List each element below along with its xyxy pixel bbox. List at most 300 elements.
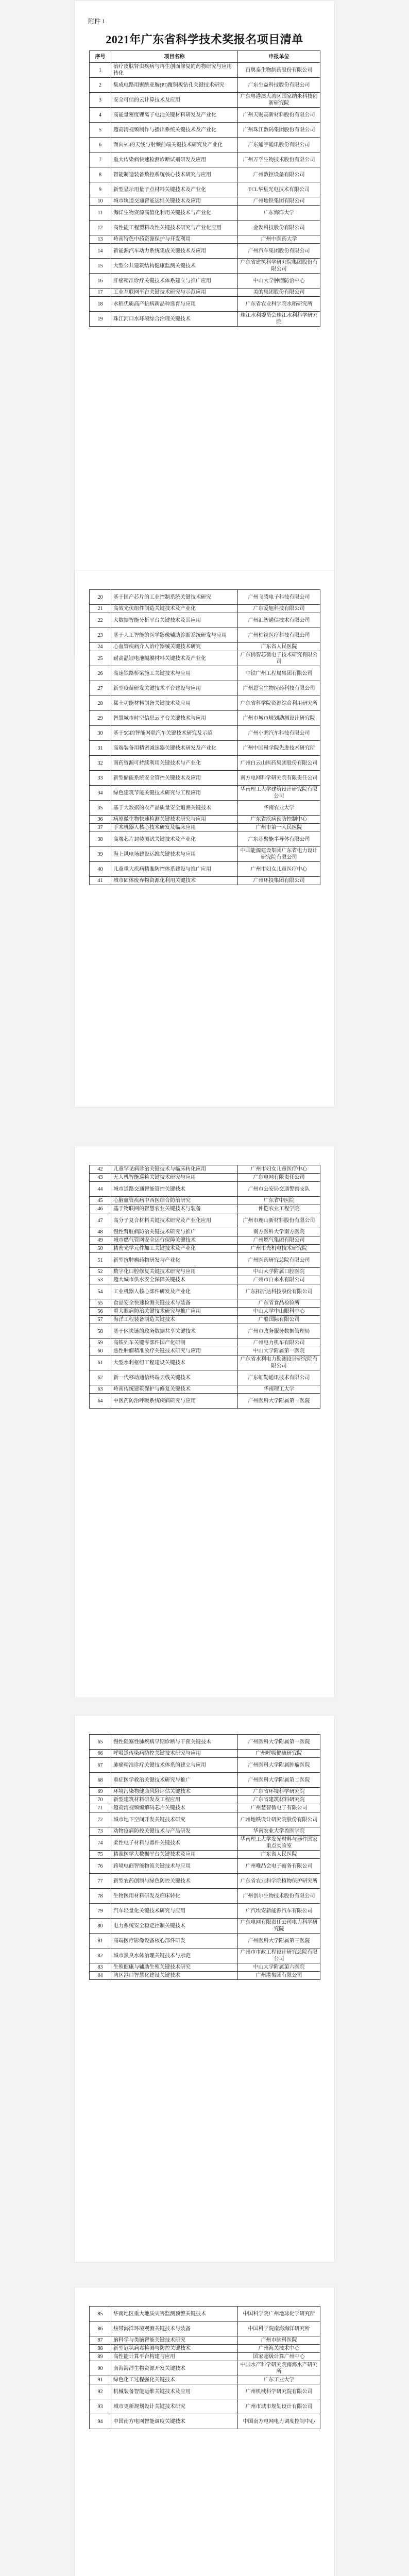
table-row (90, 235, 320, 244)
applicant-org: 广东省食品检验所 (238, 1299, 320, 1308)
project-name: 生殖健康与辅助生殖关键技术研究 (111, 1963, 238, 1972)
table-row (90, 2361, 320, 2376)
applicant-org: 广东省人民医院 (238, 643, 320, 651)
applicant-org: 广州慧智微电子有限公司 (238, 1804, 320, 1812)
row-number: 93 (90, 2399, 111, 2414)
row-number: 88 (90, 2345, 111, 2353)
table-row (90, 182, 320, 197)
applicant-org: 中山大学附属第六医院 (238, 1963, 320, 1972)
table-row (90, 63, 320, 78)
table-row (90, 1370, 320, 1385)
project-name: 集成电路用聚酰亚胺(PI)覆铜板钻孔关键技术研究 (111, 78, 238, 93)
project-name: 安全可信的云计算技术及应用 (111, 93, 238, 108)
applicant-org: 广东虹勤通讯技术有限公司 (238, 1370, 320, 1385)
project-table-4 (89, 1734, 320, 1980)
row-number: 89 (90, 2353, 111, 2361)
table-row (90, 1788, 320, 1796)
row-number: 28 (90, 696, 111, 711)
table-row (90, 1299, 320, 1308)
table-row (90, 1355, 320, 1370)
project-name: 稀土功能材料制备关键技术及应用 (111, 696, 238, 711)
applicant-org: 中国科学院南海海洋研究所 (238, 2321, 320, 2336)
table-row (90, 1253, 320, 1268)
applicant-org: 广州珠江数码集团股份有限公司 (238, 123, 320, 138)
applicant-org: 广东省人民医院 (238, 1851, 320, 1859)
applicant-org: 中山大学附属口腔医院 (238, 1268, 320, 1276)
project-name: 高端医疗影像设备核心部件研发 (111, 1934, 238, 1948)
table-row (90, 1308, 320, 1316)
row-number: 37 (90, 824, 111, 832)
row-number: 90 (90, 2361, 111, 2376)
table-row (90, 1963, 320, 1972)
applicant-org: 广州市政务服务数据管理局 (238, 1324, 320, 1339)
row-number: 47 (90, 1213, 111, 1228)
table-row (90, 824, 320, 832)
project-name: 新能源汽车动力系统集成关键技术及应用 (111, 244, 238, 259)
row-number: 70 (90, 1796, 111, 1804)
applicant-org: 广州环投集团有限公司 (238, 877, 320, 885)
table-row (90, 2414, 320, 2429)
project-name: 心脑血管疾病中西医结合防治研究 (111, 1197, 238, 1205)
table-row (90, 2353, 320, 2361)
applicant-org: 广汽埃安新能源汽车有限公司 (238, 1904, 320, 1919)
project-name: 中国南方电网智能调度关键技术 (111, 2414, 238, 2429)
table-row (90, 1750, 320, 1758)
project-name: 海洋生物资源高值化利用关键技术与产业化 (111, 206, 238, 221)
project-name: 重大传染病快速检测诊断试剂研发及应用 (111, 152, 238, 167)
row-number: 67 (90, 1758, 111, 1773)
applicant-org: 广州天赐高新材料股份有限公司 (238, 108, 320, 123)
applicant-org: 广东工业大学 (238, 2376, 320, 2384)
project-name: 高效光伏组件制造关键技术及产业化 (111, 605, 238, 613)
table-row (90, 274, 320, 289)
applicant-org: 金发科技股份有限公司 (238, 221, 320, 235)
row-number: 2 (90, 78, 111, 93)
row-number: 50 (90, 1245, 111, 1253)
project-name: 高能量密度锂离子电池关键材料研发及产业化 (111, 108, 238, 123)
applicant-org: 广州港集团有限公司 (238, 1972, 320, 1980)
applicant-org: 广东海洋大学 (238, 206, 320, 221)
row-number: 79 (90, 1904, 111, 1919)
applicant-org: 广东省农业科学院水稻研究所 (238, 297, 320, 312)
row-number: 66 (90, 1750, 111, 1758)
table-row (90, 2384, 320, 2399)
row-number: 71 (90, 1804, 111, 1812)
project-table-5 (89, 2306, 320, 2429)
applicant-org: 华南农业大学兽医学院 (238, 1827, 320, 1836)
applicant-org: 广东省农业科学院植物保护研究所 (238, 1874, 320, 1889)
row-number: 81 (90, 1934, 111, 1948)
row-number: 9 (90, 182, 111, 197)
applicant-org: 广州白云山医药集团股份有限公司 (238, 756, 320, 771)
applicant-org: 华南理工大学发光材料与器件国家重点实验室 (238, 1836, 320, 1851)
row-number: 75 (90, 1851, 111, 1859)
table-row (90, 696, 320, 711)
table-row (90, 221, 320, 235)
row-number: 49 (90, 1236, 111, 1245)
project-name: 中医药防治呼吸系统疾病研究与应用 (111, 1394, 238, 1409)
table-row (90, 1205, 320, 1213)
applicant-org: 广州市城市规划勘测设计研究院 (238, 711, 320, 726)
table-row (90, 1948, 320, 1963)
row-number: 31 (90, 741, 111, 756)
applicant-org: 广州医科大学附属第三医院 (238, 1934, 320, 1948)
table-row (90, 152, 320, 167)
applicant-org: 中山大学中山眼科中心 (238, 1308, 320, 1316)
row-number: 77 (90, 1874, 111, 1889)
table-row (90, 1904, 320, 1919)
project-name: 治疗皮肤肾虫疾病与再生创面修复的药物研究与应用转化 (111, 63, 238, 78)
row-number: 44 (90, 1182, 111, 1197)
row-number: 25 (90, 651, 111, 666)
applicant-org: 国家超级计算广州中心 (238, 2353, 320, 2361)
project-name: 高端芯片封装测试关键技术及产业化 (111, 832, 238, 847)
table-row (90, 1165, 320, 1174)
project-name: 智能制造装备数控系统核心技术研究与应用 (111, 167, 238, 182)
table-row (90, 1836, 320, 1851)
project-name: 基于区块链的政务数据共享关键技术 (111, 1324, 238, 1339)
document-title: 2021年广东省科学技术奖报名项目清单 (106, 33, 303, 46)
table-row (90, 1889, 320, 1904)
project-name: 汽车轻量化关键技术研究与应用 (111, 1904, 238, 1919)
table-row (90, 1228, 320, 1236)
row-number: 35 (90, 801, 111, 816)
row-number: 19 (90, 312, 111, 327)
table-row (90, 206, 320, 221)
project-name: 手术机器人核心技术研发及临床应用 (111, 824, 238, 832)
document-page-3 (75, 1146, 334, 1698)
table-row (90, 78, 320, 93)
table-row (90, 1804, 320, 1812)
applicant-org: 广州汽车集团股份有限公司 (238, 244, 320, 259)
project-name: 海洋工程装备制造关键技术 (111, 1316, 238, 1324)
applicant-org: 华南理工大学建筑设计研究院有限公司 (238, 786, 320, 801)
project-name: 超高清视频编解码芯片关键技术 (111, 1804, 238, 1812)
applicant-org: 南方电网科学研究院有限责任公司 (238, 771, 320, 786)
project-name: 城市燃气管网安全运行保障关键技术 (111, 1236, 238, 1245)
table-row (90, 197, 320, 206)
applicant-org: 百奥泰生物制药股份有限公司 (238, 63, 320, 78)
row-number: 38 (90, 832, 111, 847)
project-name: 大型公共建筑结构健康监测关键技术 (111, 259, 238, 274)
applicant-org: 广东芯聚能半导体有限公司 (238, 832, 320, 847)
table-row (90, 1276, 320, 1284)
applicant-org: 广东省科学院资源综合利用研究所 (238, 696, 320, 711)
project-name: 高分子复合材料关键技术研究及产业化应用 (111, 1213, 238, 1228)
row-number: 65 (90, 1735, 111, 1750)
project-name: 城市地下空间开发关键技术研究 (111, 1812, 238, 1827)
applicant-org: 广东省中医院 (238, 1197, 320, 1205)
project-name: 无人机智能巡检关键技术研究与应用 (111, 1174, 238, 1182)
table-row (90, 1796, 320, 1804)
project-name: 湾区港口智慧化建设关键技术 (111, 1972, 238, 1980)
row-number: 27 (90, 681, 111, 696)
project-name: 水稻优质高产抗病新品种选育与应用 (111, 297, 238, 312)
row-number: 60 (90, 1347, 111, 1355)
row-number: 61 (90, 1355, 111, 1370)
row-number: 92 (90, 2384, 111, 2399)
table-row (90, 167, 320, 182)
applicant-org: 广州市第一人民医院 (238, 824, 320, 832)
row-number: 30 (90, 726, 111, 741)
applicant-org: 广州中医药大学 (238, 235, 320, 244)
column-header: 序号 (90, 51, 111, 63)
applicant-org: 广州市自来水有限公司 (238, 1276, 320, 1284)
applicant-org: 广州市光机电技术研究院 (238, 1245, 320, 1253)
applicant-org: 广东粤港澳大湾区国家纳米科技创新研究院 (238, 93, 320, 108)
table-row (90, 1812, 320, 1827)
table-row (90, 108, 320, 123)
project-name: 城市黑臭水体治理关键技术与示范 (111, 1948, 238, 1963)
project-name: 新型抗肿瘤药物研发与产业化 (111, 1253, 238, 1268)
row-number: 73 (90, 1827, 111, 1836)
project-name: 新型显示用量子点材料关键技术及产业化 (111, 182, 238, 197)
row-number: 82 (90, 1948, 111, 1963)
table-row (90, 1874, 320, 1889)
row-number: 78 (90, 1889, 111, 1904)
row-number: 62 (90, 1370, 111, 1385)
project-name: 新型农药创制与绿色防控关键技术 (111, 1874, 238, 1889)
applicant-org: 广东省环境科学研究院 (238, 1788, 320, 1796)
applicant-org: 广州地铁集团有限公司 (238, 197, 320, 206)
applicant-org: 中铁广州工程局集团有限公司 (238, 666, 320, 681)
applicant-org: 广州市妇女儿童医疗中心 (238, 862, 320, 877)
project-name: 慢性肾脏病防治关键技术研究与推广 (111, 1228, 238, 1236)
table-header-row (90, 51, 320, 63)
row-number: 26 (90, 666, 111, 681)
project-name: 城市更新规划设计关键技术研究 (111, 2399, 238, 2414)
project-name: 基于物联网的智慧农业关键技术与装备 (111, 1205, 238, 1213)
project-name: 岭南传统建筑保护与修复关键技术 (111, 1385, 238, 1394)
row-number: 74 (90, 1836, 111, 1851)
project-name: 基于国产芯片的工业控制系统关键技术研究 (111, 590, 238, 605)
table-row (90, 312, 320, 327)
applicant-org: 广州医科大学附属肿瘤医院 (238, 1758, 320, 1773)
row-number: 13 (90, 235, 111, 244)
row-number: 4 (90, 108, 111, 123)
project-name: 环境污染物健康风险评估关键技术 (111, 1788, 238, 1796)
row-number: 91 (90, 2376, 111, 2384)
table-row (90, 771, 320, 786)
table-row (90, 123, 320, 138)
table-row (90, 847, 320, 862)
applicant-org: 广州柏视医疗科技有限公司 (238, 628, 320, 643)
table-row (90, 666, 320, 681)
table-row (90, 2321, 320, 2336)
row-number: 34 (90, 786, 111, 801)
table-row (90, 590, 320, 605)
applicant-org: 广州创尔生物技术股份有限公司 (238, 1889, 320, 1904)
table-row (90, 1174, 320, 1182)
applicant-org: 广东通宇通讯股份有限公司 (238, 138, 320, 152)
applicant-org: 广州海关技术中心 (238, 2345, 320, 2353)
table-row (90, 1773, 320, 1788)
applicant-org: 广州燃气集团有限公司 (238, 1236, 320, 1245)
row-number: 6 (90, 138, 111, 152)
project-name: 高性能工程塑料改性关键技术研究与产业化应用 (111, 221, 238, 235)
row-number: 39 (90, 847, 111, 862)
table-row (90, 1324, 320, 1339)
table-row (90, 711, 320, 726)
table-row (90, 1197, 320, 1205)
row-number: 5 (90, 123, 111, 138)
table-row (90, 1859, 320, 1874)
table-row (90, 1851, 320, 1859)
applicant-org: 广州市市政工程设计研究总院有限公司 (238, 1948, 320, 1963)
row-number: 56 (90, 1308, 111, 1316)
table-row (90, 1758, 320, 1773)
row-number: 20 (90, 590, 111, 605)
applicant-org: 广东省水利电力勘测设计研究院有限公司 (238, 1355, 320, 1370)
project-name: 大数据智能分析平台关键技术及其应用 (111, 613, 238, 628)
row-number: 80 (90, 1919, 111, 1934)
row-number: 85 (90, 2307, 111, 2321)
project-name: 超大城市供水安全保障关键技术 (111, 1276, 238, 1284)
table-row (90, 681, 320, 696)
row-number: 24 (90, 643, 111, 651)
project-name: 数字化口腔修复关键技术研究与应用 (111, 1268, 238, 1276)
applicant-org: 广州市脑科医院 (238, 2336, 320, 2345)
table-row (90, 801, 320, 816)
row-number: 53 (90, 1276, 111, 1284)
applicant-org: 广州地铁设计研究院股份有限公司 (238, 1812, 320, 1827)
table-row (90, 862, 320, 877)
project-name: 恶性肿瘤精准放疗关键技术研究与应用 (111, 1347, 238, 1355)
row-number: 41 (90, 877, 111, 885)
row-number: 84 (90, 1972, 111, 1980)
applicant-org: 广东电网有限责任公司 (238, 1174, 320, 1182)
project-name: 岭南特色中药资源保护与开发利用 (111, 235, 238, 244)
project-name: 城市固体废弃物资源化利用关键技术 (111, 877, 238, 885)
attachment-label: 附件 1 (88, 18, 106, 25)
row-number: 29 (90, 711, 111, 726)
table-row (90, 1934, 320, 1948)
applicant-org: 广州市鹿山新材料股份有限公司 (238, 1213, 320, 1228)
table-row (90, 2399, 320, 2414)
project-name: 心血管疾病介入治疗器械关键技术研究 (111, 643, 238, 651)
applicant-org: 广州市妇女儿童医疗中心 (238, 1165, 320, 1174)
row-number: 52 (90, 1268, 111, 1276)
row-number: 59 (90, 1339, 111, 1347)
project-name: 慢性阻塞性肺疾病早期诊断与干预关键技术 (111, 1735, 238, 1750)
table-row (90, 289, 320, 297)
table-row (90, 2307, 320, 2321)
document-page-4 (75, 1716, 334, 2262)
applicant-org: 珠江水利委员会珠江水利科学研究院 (238, 312, 320, 327)
row-number: 23 (90, 628, 111, 643)
row-number: 10 (90, 197, 111, 206)
project-name: 儿童罕见病诊治关键技术与临床转化应用 (111, 1165, 238, 1174)
project-name: 高性能计算平台构建与应用 (111, 2353, 238, 2361)
project-name: 工业机器人核心部件研发及产业化 (111, 1284, 238, 1299)
table-row (90, 816, 320, 824)
row-number: 8 (90, 167, 111, 182)
project-name: 新型疫苗研发关键技术平台建设与应用 (111, 681, 238, 696)
row-number: 54 (90, 1284, 111, 1299)
applicant-org: 广州万孚生物技术股份有限公司 (238, 152, 320, 167)
table-row (90, 1268, 320, 1276)
table-row (90, 1236, 320, 1245)
applicant-org: 广州市城市规划设计有限公司 (238, 2399, 320, 2414)
row-number: 3 (90, 93, 111, 108)
table-row (90, 756, 320, 771)
table-row (90, 2376, 320, 2384)
project-name: 南药资源可持续利用关键技术与产业化 (111, 756, 238, 771)
table-row (90, 2336, 320, 2345)
applicant-org: 广州小鹏汽车科技有限公司 (238, 726, 320, 741)
project-name: 基于人工智能的医学影像辅助诊断系统研发与应用 (111, 628, 238, 643)
document-page-5 (75, 2287, 334, 2576)
row-number: 42 (90, 1165, 111, 1174)
applicant-org: 广州医科大学附属第一医院 (238, 1394, 320, 1409)
row-number: 36 (90, 816, 111, 824)
table-row (90, 1735, 320, 1750)
row-number: 11 (90, 206, 111, 221)
table-row (90, 244, 320, 259)
applicant-org: 广州数控设备有限公司 (238, 167, 320, 182)
row-number: 51 (90, 1253, 111, 1268)
applicant-org: 广东佛智芯微电子技术研究有限公司 (238, 651, 320, 666)
project-name: 基于大数据的农产品质量安全追溯关键技术 (111, 801, 238, 816)
project-name: 新型储能系统安全管控关键技术及应用 (111, 771, 238, 786)
applicant-org: 广州恩宝生物医药科技有限公司 (238, 681, 320, 696)
table-row (90, 138, 320, 152)
project-name: 新型冠状病毒检测与防控关键技术 (111, 2345, 238, 2353)
project-name: 肺癌精准诊疗关键技术体系的建立与应用 (111, 1758, 238, 1773)
project-name: 城市道路交通智能管控关键技术 (111, 1182, 238, 1197)
project-name: 海上风电场建设运维关键技术与应用 (111, 847, 238, 862)
table-row (90, 651, 320, 666)
row-number: 16 (90, 274, 111, 289)
project-name: 城市轨道交通智能运维关键技术及应用 (111, 197, 238, 206)
row-number: 21 (90, 605, 111, 613)
project-name: 新一代移动通信终端天线关键技术 (111, 1370, 238, 1385)
project-name: 精准医学大数据平台关键技术及应用 (111, 1851, 238, 1859)
project-name: 高铁列车关键零部件国产化研制 (111, 1339, 238, 1347)
table-row (90, 1213, 320, 1228)
project-name: 动物疫病防控关键技术与产品研发 (111, 1827, 238, 1836)
table-row (90, 1339, 320, 1347)
row-number: 14 (90, 244, 111, 259)
applicant-org: 广州医科大学附属第二医院 (238, 1773, 320, 1788)
project-name: 超高清视频制作与播出系统关键技术及产业化 (111, 123, 238, 138)
applicant-org: TCL华星光电技术有限公司 (238, 182, 320, 197)
row-number: 83 (90, 1963, 111, 1972)
applicant-org: 中国能源建设集团广东省电力设计研究院有限公司 (238, 847, 320, 862)
applicant-org: 广州唯品会电子商务有限公司 (238, 1859, 320, 1874)
column-header: 申报单位 (238, 51, 320, 63)
applicant-org: 中国南方电网电力调度控制中心 (238, 2414, 320, 2429)
document-page-2 (75, 571, 334, 1107)
row-number: 1 (90, 63, 111, 78)
row-number: 72 (90, 1812, 111, 1827)
applicant-org: 广州呼吸健康研究院 (238, 1750, 320, 1758)
table-row (90, 1245, 320, 1253)
row-number: 87 (90, 2336, 111, 2345)
table-row (90, 297, 320, 312)
project-name: 高端装备用精密减速器关键技术研发及产业化 (111, 741, 238, 756)
table-row (90, 1972, 320, 1980)
applicant-org: 中山大学肿瘤防治中心 (238, 274, 320, 289)
project-name: 面向5G的天线与射频前端关键技术研究及产业化 (111, 138, 238, 152)
applicant-org: 广州医科大学附属第一医院 (238, 1735, 320, 1750)
row-number: 64 (90, 1394, 111, 1409)
row-number: 58 (90, 1324, 111, 1339)
project-name: 生物医用材料研发及临床转化 (111, 1889, 238, 1904)
project-name: 病原微生物快速检测关键技术研究与应用 (111, 816, 238, 824)
project-name: 脑科学与类脑智能关键技术研究 (111, 2336, 238, 2345)
project-name: 食品安全快速检测关键技术与装备 (111, 1299, 238, 1308)
